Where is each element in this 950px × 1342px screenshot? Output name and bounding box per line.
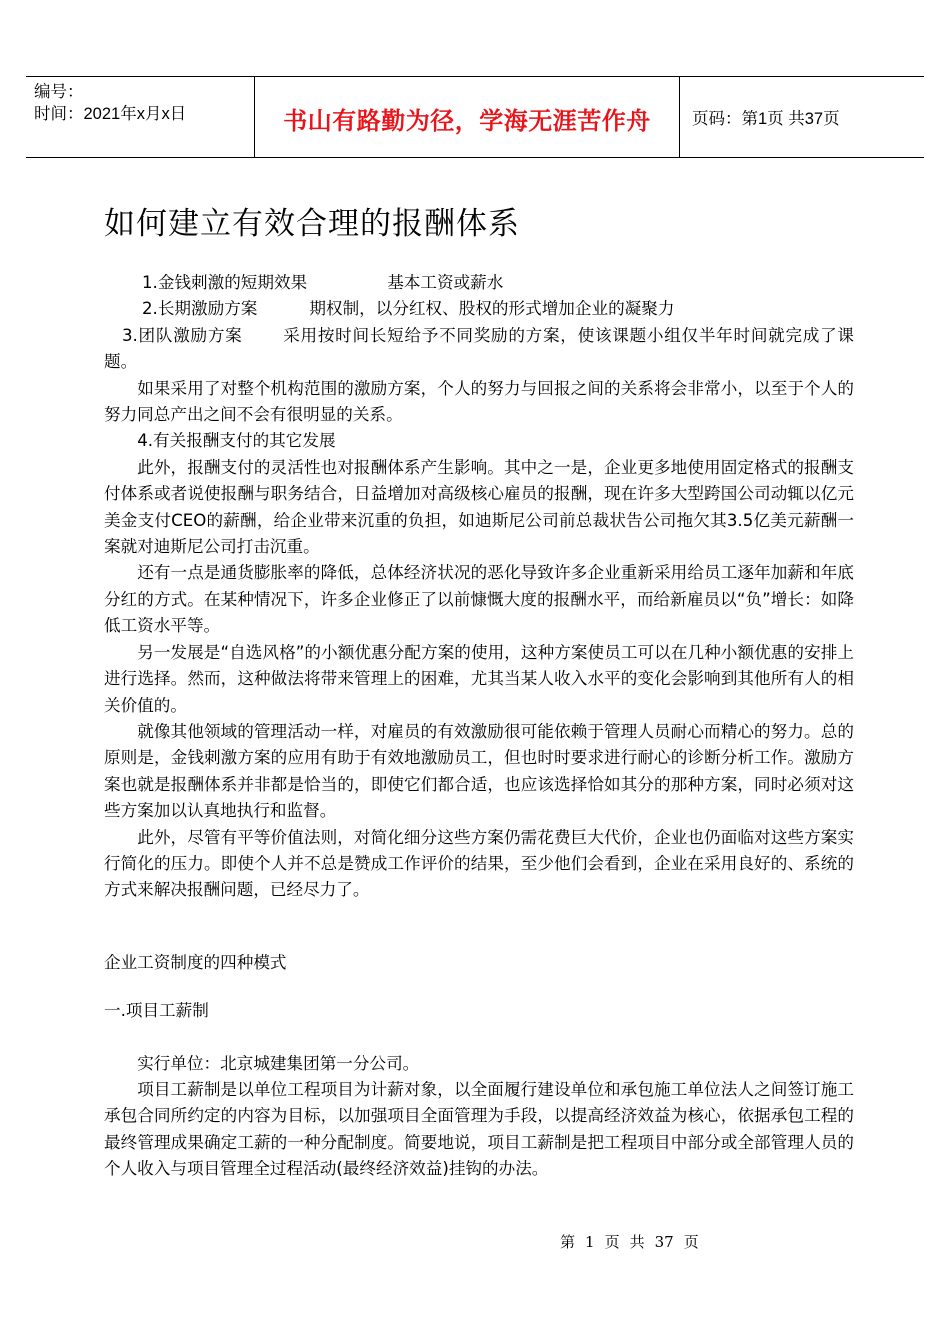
header-motto-cell xyxy=(255,77,680,157)
footer-page-number: 1 xyxy=(585,1233,595,1251)
list-item-3-desc: 采用按时间长短给予不同奖励的方案，使该课题小组仅半年时间就完成了课题。 xyxy=(104,325,855,372)
paragraph-2: 此外，报酬支付的灵活性也对报酬体系产生影响。其中之一是，企业更多地使用固定格式的报酬支付体系或者说使报酬与职务结合，日益增加对高级核心雇员的报酬，现在许多大型跨国公司动辄以亿元美金支付CEO的薪酬，给企业带来沉重的负担，如迪斯尼公司前总裁状告公司拖欠其3.5亿美元薪酬一案就对迪斯尼公司打击沉重。 xyxy=(104,457,854,557)
subsection-title: 一.项目工薪制 xyxy=(104,1001,209,1021)
list-item-1-desc: 基本工资或薪水 xyxy=(387,273,504,292)
list-item-3-name: 3.团队激励方案 xyxy=(122,325,243,345)
document-number-label: 编号： xyxy=(34,83,84,101)
list-item-1-name: 1.金钱刺激的短期效果 xyxy=(142,273,308,292)
header-page-info: 页码：第1页 共37页 xyxy=(692,110,840,128)
paragraph-6: 此外，尽管有平等价值法则，对简化细分这些方案仍需花费巨大代价，企业也仍面临对这些方案实行简化的压力。即使个人并不总是赞成工作评价的结果，至少他们会看到，企业在采用良好的、系统的方式来解决报酬问题，已经尽力了。 xyxy=(104,827,854,900)
header-motto: 书山有路勤为径，学海无涯苦作舟 xyxy=(283,106,651,135)
paragraph-7: 实行单位：北京城建集团第一分公司。 xyxy=(137,1053,420,1073)
list-item-3 xyxy=(104,323,854,376)
paragraph-8: 项目工薪制是以单位工程项目为计薪对象，以全面履行建设单位和承包施工单位法人之间签订施工承包合同所约定的内容为目标，以加强项目全面管理为手段，以提高经济效益为核心，依据承包工程的最终管理成果确定工薪的一种分配制度。简要地说，项目工薪制是把工程项目中部分或全部管理人员的个人收入与项目管理全过程活动(最终经济效益)挂钩的办法。 xyxy=(104,1079,854,1179)
list-item-2-name: 2.长期激励方案 xyxy=(142,299,258,319)
page-header xyxy=(26,76,924,158)
header-page-cell xyxy=(680,77,924,157)
document-title: 如何建立有效合理的报酬体系 xyxy=(104,206,520,242)
footer-label-gong: 共 xyxy=(629,1233,645,1251)
list-item-2 xyxy=(104,296,854,322)
footer-label-di: 第 xyxy=(560,1233,576,1251)
paragraph-5: 就像其他领域的管理活动一样，对雇员的有效激励很可能依赖于管理人员耐心而精心的努力。总的原则是，金钱刺激方案的应用有助于有效地激励员工，但也时时要求进行耐心的诊断分析工作。激励方案也就是报酬体系并非都是恰当的，即使它们都合适，也应该选择恰如其分的那种方案，同时必须对这些方案加以认真地执行和监督。 xyxy=(104,721,854,821)
section-title: 企业工资制度的四种模式 xyxy=(104,952,287,972)
list-item-1 xyxy=(104,270,854,296)
footer-label-ye: 页 xyxy=(604,1233,620,1251)
paragraph-1: 如果采用了对整个机构范围的激励方案，个人的努力与回报之间的关系将会非常小，以至于个人的努力同总产出之间不会有很明显的关系。 xyxy=(104,378,854,425)
document-time-label: 时间：2021年x月x日 xyxy=(34,105,187,123)
footer-total-pages: 37 xyxy=(654,1233,674,1251)
header-meta-cell xyxy=(26,77,255,157)
list-item-4: 4.有关报酬支付的其它发展 xyxy=(137,431,336,451)
page-footer xyxy=(560,1231,709,1252)
list-item-2-desc: 期权制，以分红权、股权的形式增加企业的凝聚力 xyxy=(309,299,675,319)
paragraph-4: 另一发展是“自选风格”的小额优惠分配方案的使用，这种方案使员工可以在几种小额优惠的安排上进行选择。然而，这种做法将带来管理上的困难，尤其当某人收入水平的变化会影响到其他所有人的相关价值的。 xyxy=(104,642,854,715)
paragraph-3: 还有一点是通货膨胀率的降低，总体经济状况的恶化导致许多企业重新采用给员工逐年加薪和年底分红的方式。在某种情况下，许多企业修正了以前慷慨大度的报酬水平，而给新雇员以“负”增长：如降低工资水平等。 xyxy=(104,563,854,636)
document-body xyxy=(104,270,854,1183)
footer-label-ye2: 页 xyxy=(683,1233,699,1251)
